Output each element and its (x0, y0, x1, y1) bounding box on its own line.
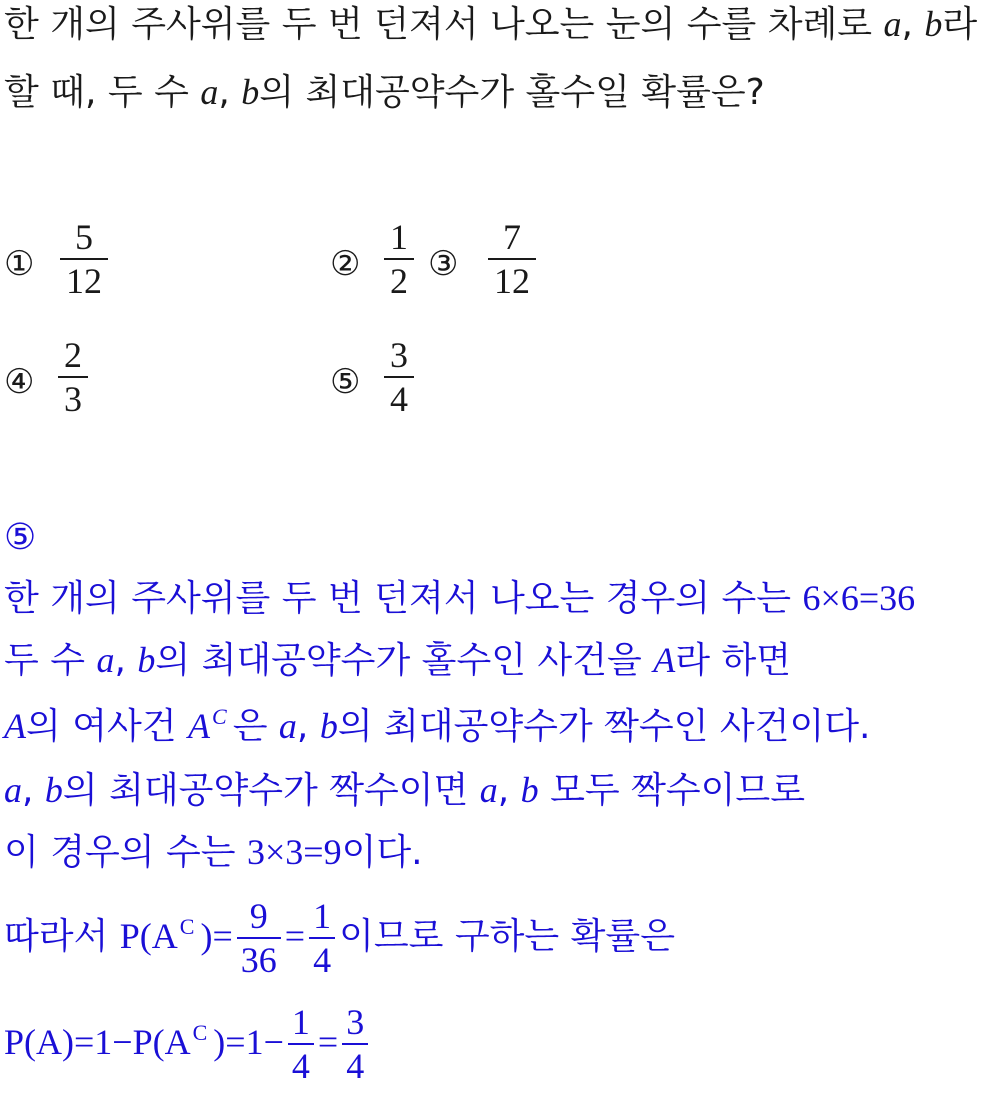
complement-superscript: C (179, 914, 195, 939)
numerator: 5 (75, 217, 93, 257)
choice-3-marker[interactable]: ③ (428, 244, 459, 284)
var-b: b (241, 72, 260, 112)
question-line-2 (4, 70, 765, 115)
comma: , (114, 640, 138, 681)
solution-text: 의 최대공약수가 짝수이면 (62, 770, 480, 811)
solution-line-6 (4, 890, 675, 987)
denominator: 36 (240, 940, 277, 980)
question-text-end: 의 최대공약수가 홀수일 확률은? (259, 72, 765, 113)
solution-text: 라 하면 (675, 640, 791, 681)
choice-1-marker[interactable]: ① (4, 244, 35, 284)
question-text: 할 때, 두 수 (4, 72, 201, 113)
solution-line-2 (4, 638, 791, 683)
choice-3-fraction[interactable] (488, 216, 536, 302)
choice-1-fraction[interactable] (60, 216, 108, 302)
var-b: b (44, 770, 63, 810)
fraction-3-4 (342, 1001, 368, 1087)
solution-text: 두 수 (4, 640, 97, 681)
math-expression: )=1− (213, 1022, 284, 1062)
event-a-complement: A (188, 706, 210, 746)
numerator: 1 (390, 217, 408, 257)
solution-line-3 (4, 704, 870, 753)
var-b: b (924, 4, 943, 44)
denominator: 12 (66, 261, 102, 301)
numerator: 1 (313, 896, 332, 936)
fraction-1-4 (288, 1001, 314, 1087)
choice-4-marker[interactable]: ④ (4, 362, 35, 402)
solution-text: 따라서 (4, 916, 120, 957)
var-a: a (278, 706, 297, 746)
solution-text: 이다. (341, 832, 423, 873)
solution-text: 의 여사건 (26, 706, 188, 747)
choice-2-marker[interactable]: ② (330, 244, 361, 284)
math-expression: = (317, 1022, 339, 1062)
choice-4-fraction[interactable] (58, 334, 88, 420)
math-expression: P(A (119, 916, 178, 956)
numerator: 7 (503, 217, 521, 257)
denominator: 4 (313, 940, 332, 980)
var-b: b (137, 640, 156, 680)
math-expression: )= (200, 916, 233, 956)
solution-text: 모두 짝수이므로 (538, 770, 805, 811)
var-b: b (520, 770, 539, 810)
numerator: 1 (291, 1002, 310, 1042)
complement-superscript: C (212, 704, 227, 729)
var-a: a (96, 640, 115, 680)
comma: , (218, 72, 242, 113)
denominator: 3 (64, 379, 82, 419)
fraction-1-4 (309, 895, 335, 981)
solution-text: 은 (232, 706, 279, 747)
solution-text: 의 최대공약수가 홀수인 사건을 (155, 640, 654, 681)
denominator: 4 (390, 379, 408, 419)
question-text-end: 라 (942, 4, 978, 45)
solution-line-5 (4, 830, 423, 875)
comma: , (22, 770, 45, 811)
var-a: a (479, 770, 498, 810)
solution-text: 이므로 구하는 확률은 (339, 916, 675, 957)
solution-text: 의 최대공약수가 짝수인 사건이다. (337, 706, 871, 747)
numerator: 9 (249, 896, 268, 936)
event-a: A (653, 640, 676, 680)
denominator: 12 (494, 261, 530, 301)
question-text: 한 개의 주사위를 두 번 던져서 나오는 눈의 수를 차례로 (4, 4, 884, 45)
event-a: A (4, 706, 26, 746)
math-expression: 3×3=9 (247, 832, 342, 872)
question-line-1 (4, 2, 977, 47)
comma: , (497, 770, 521, 811)
denominator: 4 (291, 1046, 310, 1086)
var-b: b (319, 706, 338, 746)
denominator: 4 (346, 1046, 365, 1086)
numerator: 2 (64, 335, 82, 375)
solution-text: 한 개의 주사위를 두 번 던져서 나오는 경우의 수는 (4, 578, 803, 619)
complement-superscript: C (192, 1020, 208, 1045)
solution-line-4 (4, 768, 805, 813)
choice-2-fraction[interactable] (384, 216, 414, 302)
math-expression: P(A)=1−P(A (4, 1022, 191, 1062)
numerator: 3 (390, 335, 408, 375)
denominator: 2 (390, 261, 408, 301)
choice-5-fraction[interactable] (384, 334, 414, 420)
var-a: a (200, 72, 219, 112)
solution-line-1 (4, 576, 915, 621)
math-expression: 6×6=36 (802, 578, 916, 618)
comma: , (296, 706, 320, 747)
solution-line-7 (4, 996, 372, 1093)
choice-5-marker[interactable]: ⑤ (330, 362, 361, 402)
math-expression: = (284, 916, 306, 956)
comma: , (901, 4, 925, 45)
answer-marker: ⑤ (4, 517, 37, 558)
numerator: 3 (346, 1002, 365, 1042)
var-a: a (883, 4, 902, 44)
solution-text: 이 경우의 수는 (4, 832, 247, 873)
var-a: a (4, 770, 22, 810)
fraction-9-36 (237, 895, 281, 981)
